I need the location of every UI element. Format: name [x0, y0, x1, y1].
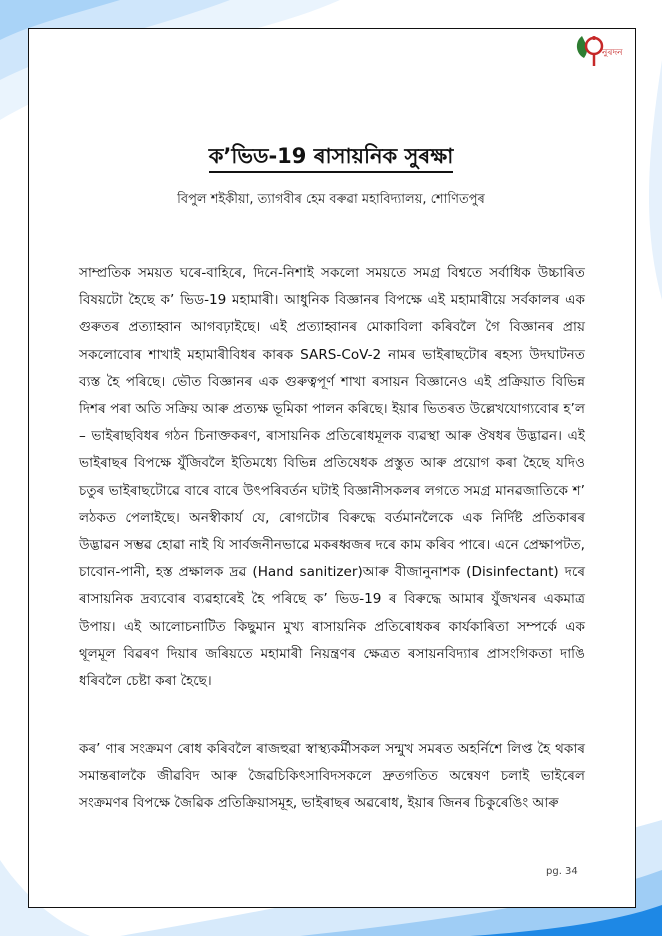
article-title-text: ক’ভিড-19 ৰাসায়নিক সুৰক্ষা — [209, 144, 454, 173]
logo-text: নুৰদন — [602, 48, 623, 58]
body-paragraph-2: কৰ’ ণাৰ সংক্ৰমণ ৰোধ কৰিবলৈ ৰাজহুৱা স্বাস্থ্যকৰ্মীসকল সন্মুখ সমৰত অহৰ্নিশে লিপ্ত হৈ থকাৰ সমান্তৰালকৈ জীৱবিদ আৰু জৈৱচিকিৎসাবিদসকলে দ্ৰুতগতিত অন্বেষণ চলাই ভাইৰেল সংক্ৰমণৰ বিপক্ষে জৈৱিক প্ৰতিক্ৰিয়াসমূহ, ভাইৰাছৰ অৱৰোধ, ইয়াৰ জিনৰ চিকুৰেঙিং আৰু — [79, 741, 585, 812]
article-title — [0, 140, 662, 175]
page-number: pg. 34 — [546, 866, 578, 877]
body-paragraph-1: সাম্প্রতিক সময়ত ঘৰে-বাহিৰে, দিনে-নিশাই সকলো সময়তে সমগ্ৰ বিশ্বতে সৰ্বাধিক উচ্চাৰিত বিষয়টো হৈছে ক’ ভিড-19 মহামাৰী। আধুনিক বিজ্ঞানৰ বিপক্ষে এই মহামাৰীয়ে সৰ্বকালৰ এক গুৰুতৰ প্ৰত্যাহ্বান আগবঢ়াইছে। এই প্ৰত্যাহ্বানৰ মোকাবিলা কৰিবলৈ গৈ বিজ্ঞানৰ প্ৰায় সকলোবোৰ শাখাই মহামাৰীবিধৰ কাৰক SARS-CoV-2 নামৰ ভাইৰাছটোৰ ৰহস্য উদঘাটনত ব্যস্ত হৈ পৰিছে। ভৌত বিজ্ঞানৰ এক গুৰুত্বপূৰ্ণ শাখা ৰসায়ন বিজ্ঞানেও এই প্ৰক্ৰিয়াত বিভিন্ন দিশৰ পৰা অতি সক্ৰিয় আৰু প্ৰত্যক্ষ ভূমিকা পালন কৰিছে। ইয়াৰ ভিতৰত উল্লেখযোগ্যবোৰ হ’ল – ভাইৰাছবিধৰ গঠন চিনাক্তকৰণ, ৰাসায়নিক প্ৰতিৰোধমূলক ব্যৱস্থা আৰু ঔষধৰ উদ্ভাৱন। এই ভাইৰাছৰ বিপক্ষে যুঁজিবলৈ ইতিমধ্যে বিভিন্ন প্ৰতিষেধক প্ৰস্তুত আৰু প্ৰয়োগ কৰা হৈছে যদিও চতুৰ ভাইৰাছটোৱে বাৰে বাৰে উৎপৰিবৰ্তন ঘটাই বিজ্ঞানীসকলৰ লগতে সমগ্ৰ মানৱজাতিকে শ’ লঠকত পেলাইছে। অনস্বীকাৰ্য যে, ৰোগটোৰ বিৰুদ্ধে বৰ্তমানলৈকে এক নিৰ্দিষ্ট প্ৰতিকাৰৰ উদ্ভাৱন সম্ভৱ হোৱা নাই যি সাৰ্বজনীনভাৱে মকৰধ্বজৰ দৰে কাম কৰিব পাৰে। এনে প্ৰেক্ষাপটত, চাবোন-পানী, হস্ত প্ৰক্ষালক দ্ৰৱ (Hand sanitizer)আৰু বীজানুনাশক (Disinfectant) দৰে ৰাসায়নিক দ্ৰব্যবোৰ ব্যৱহাৰেই হৈ পৰিছে ক’ ভিড-19 ৰ বিৰুদ্ধে আমাৰ যুঁজখনৰ একমাত্ৰ উপায়। এই আলোচনাটিত কিছুমান মুখ্য ৰাসায়নিক প্ৰতিৰোধকৰ কাৰ্যকাৰিতা সম্পৰ্কে এক থূলমূল বিৱৰণ দিয়াৰ জৰিয়তে মহামাৰী নিয়ন্ত্ৰণৰ ক্ষেত্ৰত ৰসায়নবিদ্যাৰ প্ৰাসংগিকতা দাঙি ধৰিবলৈ চেষ্টা কৰা হৈছে। — [79, 265, 585, 690]
author-line: বিপুল শইকীয়া, ত্যাগবীৰ হেম বৰুৱা মহাবিদ্যালয়, শোণিতপুৰ — [177, 192, 485, 207]
